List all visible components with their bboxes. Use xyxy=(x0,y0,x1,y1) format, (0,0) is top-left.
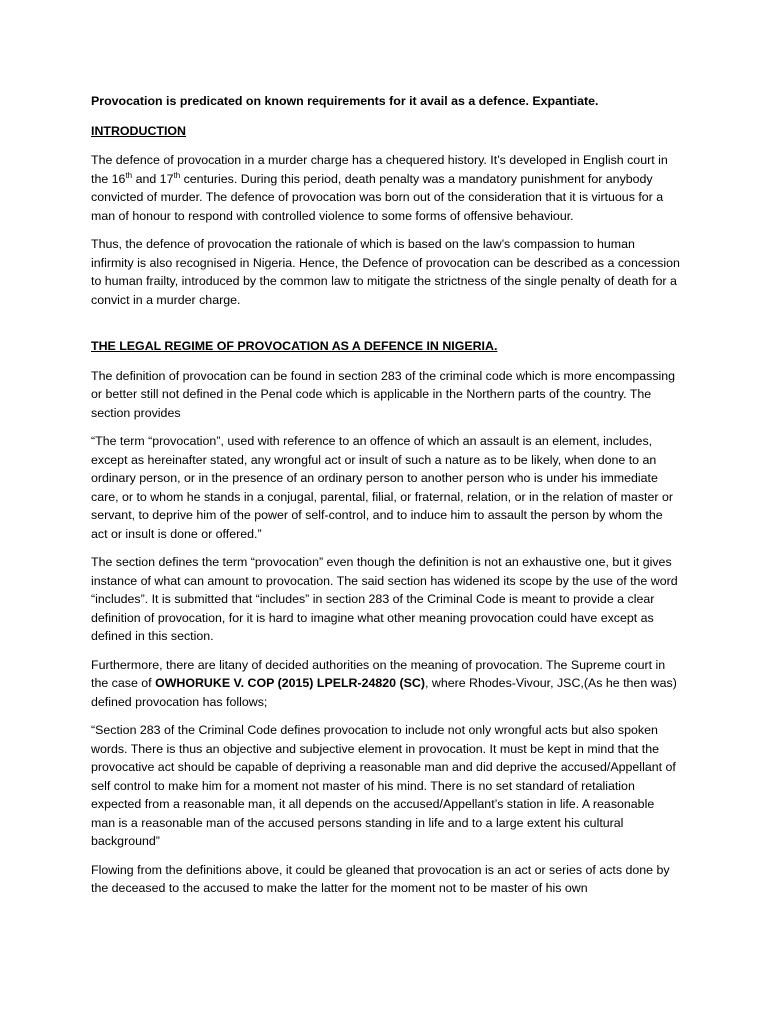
paragraph-authorities-part-a: Furthermore, there are litany of decided authorities on the meaning of provocation. The Supreme court in the case of xyxy=(91,657,666,690)
heading-introduction: INTRODUCTION xyxy=(91,123,186,138)
paragraph-history-part-c: centuries. During this period, death penalty was a mandatory punishment for anybody convicted of murder. The defence of provocation was born out of the consideration that it is virtuous for a man of honour to respond with controlled violence to some forms of offensive behaviour. xyxy=(91,171,664,223)
paragraph-authorities xyxy=(91,656,681,712)
paragraph-authorities-part-b: , where Rhodes-Vivour, JSC,(As he then was) defined provocation has follows; xyxy=(91,676,677,709)
superscript-th-1: th xyxy=(125,170,133,180)
paragraph-supreme-court-quote: “Section 283 of the Criminal Code defines provocation to include not only wrongful acts but also spoken words. There is thus an objective and subjective element in provocation. It must be kept in mind that the provocative act should be capable of depriving a reasonable man and did deprive the accused/Appellant of self control to make him for a moment not master of his mind. There is no set standard of retaliation expected from a reasonable man, it all depends on the accused/Appellant’s station in life. A reasonable man is a reasonable man of the accused persons standing in life and to a large extent his cultural background” xyxy=(91,723,676,848)
case-citation: OWHORUKE V. COP (2015) LPELR-24820 (SC) xyxy=(155,676,425,690)
paragraph-section-quote: “The term “provocation”, used with reference to an offence of which an assault is an element, includes, except as hereinafter stated, any wrongful act or insult of such a nature as to be likely, when done to an ordinary person, or in the presence of an ordinary person to another person who is under his immediate care, or to whom he stands in a conjugal, parental, filial, or fraternal, relation, or in the relation of master or servant, to deprive him of the power of self-control, and to induce him to assault the person by whom the act or insult is done or offered.” xyxy=(91,434,673,541)
paragraph-history-part-b: and 17 xyxy=(132,171,174,186)
spacer xyxy=(91,319,681,337)
heading-legal-regime: THE LEGAL REGIME OF PROVOCATION AS A DEFENCE IN NIGERIA. xyxy=(91,339,498,353)
paragraph-definition: The definition of provocation can be found in section 283 of the criminal code which is more encompassing or better still not defined in the Penal code which is applicable in the Northern parts of the country. The section provides xyxy=(91,368,676,420)
paragraph-history xyxy=(91,151,681,225)
paragraph-history-part-a: The defence of provocation in a murder charge has a chequered history. It’s developed in English court in the 16 xyxy=(91,153,668,186)
paragraph-section-analysis: The section defines the term “provocation” even though the definition is not an exhaustive one, but it gives instance of what can amount to provocation. The said section has widened its scope by the use of the word “includes”. It is submitted that “includes” in section 283 of the Criminal Code is meant to provide a clear definition of provocation, for it is hard to imagine what other meaning provocation could have except as defined in this section. xyxy=(91,555,678,643)
superscript-th-2: th xyxy=(173,170,181,180)
paragraph-rationale: Thus, the defence of provocation the rationale of which is based on the law’s compassion to human infirmity is also recognised in Nigeria. Hence, the Defence of provocation can be described as a concession to human frailty, introduced by the common law to mitigate the strictness of the single penalty of death for a convict in a murder charge. xyxy=(91,237,680,307)
document-page xyxy=(91,92,681,908)
document-title: Provocation is predicated on known requirements for it avail as a defence. Expantiate. xyxy=(91,94,599,108)
paragraph-conclusion: Flowing from the definitions above, it could be gleaned that provocation is an act or series of acts done by the deceased to the accused to make the latter for the moment not to be master of his own xyxy=(91,862,670,895)
